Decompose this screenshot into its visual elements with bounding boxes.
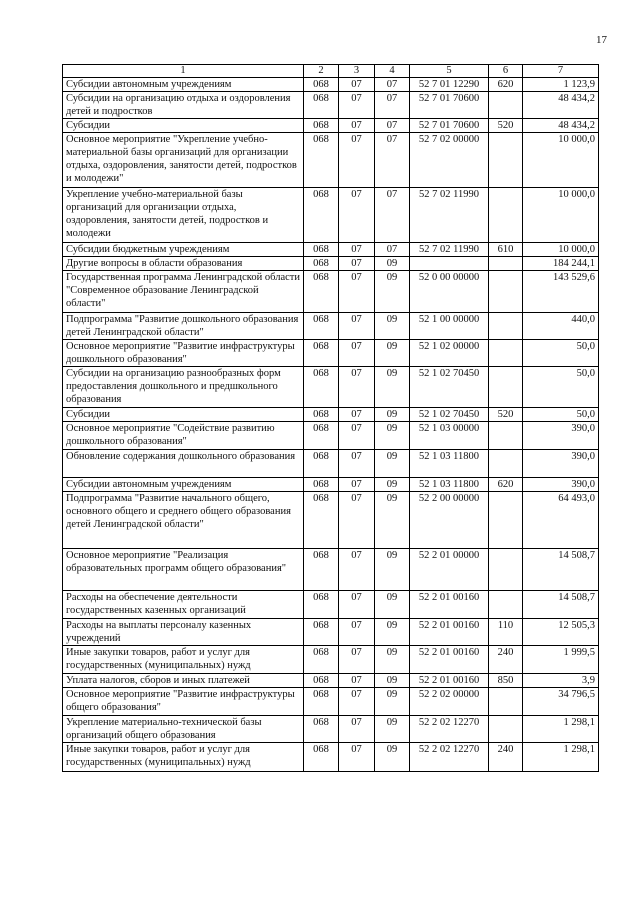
header-cell: 6 — [489, 65, 523, 78]
table-row — [63, 716, 599, 743]
subsection-code: 09 — [375, 591, 410, 619]
header-cell: 4 — [375, 65, 410, 78]
target-code: 52 2 01 00000 — [410, 549, 489, 591]
target-code: 52 1 02 70450 — [410, 408, 489, 422]
target-code: 52 2 02 12270 — [410, 743, 489, 772]
item-name: Уплата налогов, сборов и иных платежей — [63, 674, 304, 688]
amount: 184 244,1 — [523, 257, 599, 271]
expense-type: 240 — [489, 743, 523, 772]
table-row — [63, 243, 599, 257]
expense-type — [489, 133, 523, 188]
subsection-code: 09 — [375, 271, 410, 313]
table-row — [63, 549, 599, 591]
ministry-code: 068 — [304, 646, 339, 674]
amount: 1 298,1 — [523, 716, 599, 743]
table-row — [63, 619, 599, 646]
table-row — [63, 646, 599, 674]
header-cell: 5 — [410, 65, 489, 78]
target-code: 52 2 02 00000 — [410, 688, 489, 716]
subsection-code: 09 — [375, 257, 410, 271]
expense-type — [489, 271, 523, 313]
amount: 3,9 — [523, 674, 599, 688]
subsection-code: 07 — [375, 78, 410, 92]
ministry-code: 068 — [304, 688, 339, 716]
section-code: 07 — [339, 313, 375, 340]
item-name: Субсидии — [63, 119, 304, 133]
item-name: Другие вопросы в области образования — [63, 257, 304, 271]
table-row — [63, 119, 599, 133]
item-name: Основное мероприятие "Развитие инфраструктуры дошкольного образования" — [63, 340, 304, 367]
item-name: Основное мероприятие "Содействие развитию дошкольного образования" — [63, 422, 304, 450]
target-code: 52 1 00 00000 — [410, 313, 489, 340]
item-name: Субсидии на организацию разнообразных форм предоставления дошкольного и предшкольного образования — [63, 367, 304, 408]
target-code: 52 1 03 11800 — [410, 478, 489, 492]
section-code: 07 — [339, 646, 375, 674]
item-name: Основное мероприятие "Укрепление учебно-материальной базы организаций для организации отдыха, оздоровления, занятости детей, подростков и молодежи" — [63, 133, 304, 188]
item-name: Подпрограмма "Развитие дошкольного образования детей Ленинградской области" — [63, 313, 304, 340]
section-code: 07 — [339, 422, 375, 450]
target-code: 52 2 01 00160 — [410, 591, 489, 619]
item-name: Расходы на выплаты персоналу казенных учреждений — [63, 619, 304, 646]
amount: 390,0 — [523, 478, 599, 492]
subsection-code: 09 — [375, 743, 410, 772]
table-row — [63, 367, 599, 408]
amount: 1 123,9 — [523, 78, 599, 92]
section-code: 07 — [339, 478, 375, 492]
subsection-code: 09 — [375, 549, 410, 591]
expense-type — [489, 492, 523, 549]
ministry-code: 068 — [304, 408, 339, 422]
expense-type — [489, 688, 523, 716]
table-row — [63, 743, 599, 772]
subsection-code: 09 — [375, 716, 410, 743]
subsection-code: 09 — [375, 674, 410, 688]
table-row — [63, 674, 599, 688]
expense-type — [489, 422, 523, 450]
amount: 64 493,0 — [523, 492, 599, 549]
expense-type — [489, 367, 523, 408]
expense-type — [489, 340, 523, 367]
section-code: 07 — [339, 133, 375, 188]
target-code: 52 2 01 00160 — [410, 674, 489, 688]
section-code: 07 — [339, 743, 375, 772]
ministry-code: 068 — [304, 313, 339, 340]
subsection-code: 09 — [375, 367, 410, 408]
ministry-code: 068 — [304, 478, 339, 492]
amount: 48 434,2 — [523, 92, 599, 119]
header-cell: 2 — [304, 65, 339, 78]
amount: 10 000,0 — [523, 133, 599, 188]
ministry-code: 068 — [304, 450, 339, 478]
target-code: 52 2 01 00160 — [410, 619, 489, 646]
expense-type: 850 — [489, 674, 523, 688]
subsection-code: 09 — [375, 492, 410, 549]
amount: 1 298,1 — [523, 743, 599, 772]
target-code: 52 7 01 70600 — [410, 119, 489, 133]
table-row — [63, 92, 599, 119]
section-code: 07 — [339, 92, 375, 119]
expense-type: 110 — [489, 619, 523, 646]
expense-type — [489, 450, 523, 478]
expense-type: 620 — [489, 78, 523, 92]
ministry-code: 068 — [304, 743, 339, 772]
item-name: Укрепление учебно-материальной базы организаций для организации отдыха, оздоровления, занятости детей, подростков и молодежи — [63, 188, 304, 243]
subsection-code: 09 — [375, 646, 410, 674]
subsection-code: 07 — [375, 119, 410, 133]
amount: 14 508,7 — [523, 549, 599, 591]
item-name: Иные закупки товаров, работ и услуг для государственных (муниципальных) нужд — [63, 646, 304, 674]
section-code: 07 — [339, 119, 375, 133]
table-row — [63, 478, 599, 492]
ministry-code: 068 — [304, 619, 339, 646]
table-row — [63, 257, 599, 271]
item-name: Субсидии — [63, 408, 304, 422]
table-row — [63, 271, 599, 313]
amount: 10 000,0 — [523, 188, 599, 243]
subsection-code: 09 — [375, 478, 410, 492]
item-name: Подпрограмма "Развитие начального общего, основного общего и среднего общего образования детей Ленинградской области" — [63, 492, 304, 549]
subsection-code: 09 — [375, 422, 410, 450]
expense-type: 520 — [489, 119, 523, 133]
amount: 34 796,5 — [523, 688, 599, 716]
ministry-code: 068 — [304, 78, 339, 92]
section-code: 07 — [339, 271, 375, 313]
section-code: 07 — [339, 674, 375, 688]
ministry-code: 068 — [304, 119, 339, 133]
expense-type — [489, 92, 523, 119]
item-name: Субсидии на организацию отдыха и оздоровления детей и подростков — [63, 92, 304, 119]
table-row — [63, 450, 599, 478]
target-code: 52 1 02 00000 — [410, 340, 489, 367]
target-code: 52 2 01 00160 — [410, 646, 489, 674]
budget-table — [62, 64, 599, 772]
target-code: 52 1 03 11800 — [410, 450, 489, 478]
amount: 48 434,2 — [523, 119, 599, 133]
amount: 1 999,5 — [523, 646, 599, 674]
amount: 143 529,6 — [523, 271, 599, 313]
ministry-code: 068 — [304, 243, 339, 257]
header-cell: 3 — [339, 65, 375, 78]
section-code: 07 — [339, 619, 375, 646]
target-code: 52 2 02 12270 — [410, 716, 489, 743]
page-number: 17 — [596, 34, 607, 46]
section-code: 07 — [339, 257, 375, 271]
table-row — [63, 688, 599, 716]
item-name: Субсидии автономным учреждениям — [63, 478, 304, 492]
section-code: 07 — [339, 450, 375, 478]
item-name: Расходы на обеспечение деятельности государственных казенных организаций — [63, 591, 304, 619]
amount: 50,0 — [523, 408, 599, 422]
amount: 10 000,0 — [523, 243, 599, 257]
section-code: 07 — [339, 188, 375, 243]
ministry-code: 068 — [304, 674, 339, 688]
ministry-code: 068 — [304, 492, 339, 549]
amount: 390,0 — [523, 450, 599, 478]
subsection-code: 07 — [375, 188, 410, 243]
subsection-code: 09 — [375, 688, 410, 716]
subsection-code: 09 — [375, 313, 410, 340]
amount: 50,0 — [523, 367, 599, 408]
subsection-code: 09 — [375, 450, 410, 478]
expense-type — [489, 313, 523, 340]
item-name: Государственная программа Ленинградской области "Современное образование Ленинградской области" — [63, 271, 304, 313]
ministry-code: 068 — [304, 92, 339, 119]
item-name: Субсидии бюджетным учреждениям — [63, 243, 304, 257]
header-row — [63, 65, 599, 78]
section-code: 07 — [339, 549, 375, 591]
section-code: 07 — [339, 688, 375, 716]
section-code: 07 — [339, 340, 375, 367]
ministry-code: 068 — [304, 422, 339, 450]
header-cell: 1 — [63, 65, 304, 78]
target-code: 52 1 02 70450 — [410, 367, 489, 408]
expense-type: 240 — [489, 646, 523, 674]
table-row — [63, 188, 599, 243]
table-row — [63, 422, 599, 450]
expense-type: 620 — [489, 478, 523, 492]
table-row — [63, 78, 599, 92]
item-name: Иные закупки товаров, работ и услуг для государственных (муниципальных) нужд — [63, 743, 304, 772]
target-code: 52 0 00 00000 — [410, 271, 489, 313]
expense-type — [489, 591, 523, 619]
subsection-code: 07 — [375, 92, 410, 119]
table-row — [63, 408, 599, 422]
section-code: 07 — [339, 591, 375, 619]
amount: 50,0 — [523, 340, 599, 367]
table-row — [63, 133, 599, 188]
item-name: Основное мероприятие "Реализация образовательных программ общего образования" — [63, 549, 304, 591]
ministry-code: 068 — [304, 188, 339, 243]
section-code: 07 — [339, 492, 375, 549]
table-row — [63, 591, 599, 619]
subsection-code: 09 — [375, 408, 410, 422]
expense-type: 610 — [489, 243, 523, 257]
expense-type — [489, 716, 523, 743]
item-name: Укрепление материально-технической базы организаций общего образования — [63, 716, 304, 743]
table-row — [63, 492, 599, 549]
header-cell: 7 — [523, 65, 599, 78]
ministry-code: 068 — [304, 133, 339, 188]
ministry-code: 068 — [304, 716, 339, 743]
subsection-code: 09 — [375, 340, 410, 367]
target-code: 52 7 02 11990 — [410, 243, 489, 257]
item-name: Субсидии автономным учреждениям — [63, 78, 304, 92]
ministry-code: 068 — [304, 340, 339, 367]
expense-type: 520 — [489, 408, 523, 422]
target-code: 52 2 00 00000 — [410, 492, 489, 549]
target-code: 52 7 02 00000 — [410, 133, 489, 188]
amount: 440,0 — [523, 313, 599, 340]
section-code: 07 — [339, 408, 375, 422]
ministry-code: 068 — [304, 549, 339, 591]
expense-type — [489, 188, 523, 243]
ministry-code: 068 — [304, 257, 339, 271]
target-code: 52 7 01 70600 — [410, 92, 489, 119]
target-code: 52 1 03 00000 — [410, 422, 489, 450]
table-row — [63, 340, 599, 367]
target-code — [410, 257, 489, 271]
target-code: 52 7 01 12290 — [410, 78, 489, 92]
amount: 14 508,7 — [523, 591, 599, 619]
section-code: 07 — [339, 716, 375, 743]
expense-type — [489, 549, 523, 591]
ministry-code: 068 — [304, 591, 339, 619]
amount: 390,0 — [523, 422, 599, 450]
subsection-code: 07 — [375, 133, 410, 188]
subsection-code: 07 — [375, 243, 410, 257]
ministry-code: 068 — [304, 367, 339, 408]
subsection-code: 09 — [375, 619, 410, 646]
table-row — [63, 313, 599, 340]
target-code: 52 7 02 11990 — [410, 188, 489, 243]
item-name: Основное мероприятие "Развитие инфраструктуры общего образования" — [63, 688, 304, 716]
expense-type — [489, 257, 523, 271]
ministry-code: 068 — [304, 271, 339, 313]
item-name: Обновление содержания дошкольного образования — [63, 450, 304, 478]
amount: 12 505,3 — [523, 619, 599, 646]
section-code: 07 — [339, 243, 375, 257]
section-code: 07 — [339, 367, 375, 408]
section-code: 07 — [339, 78, 375, 92]
